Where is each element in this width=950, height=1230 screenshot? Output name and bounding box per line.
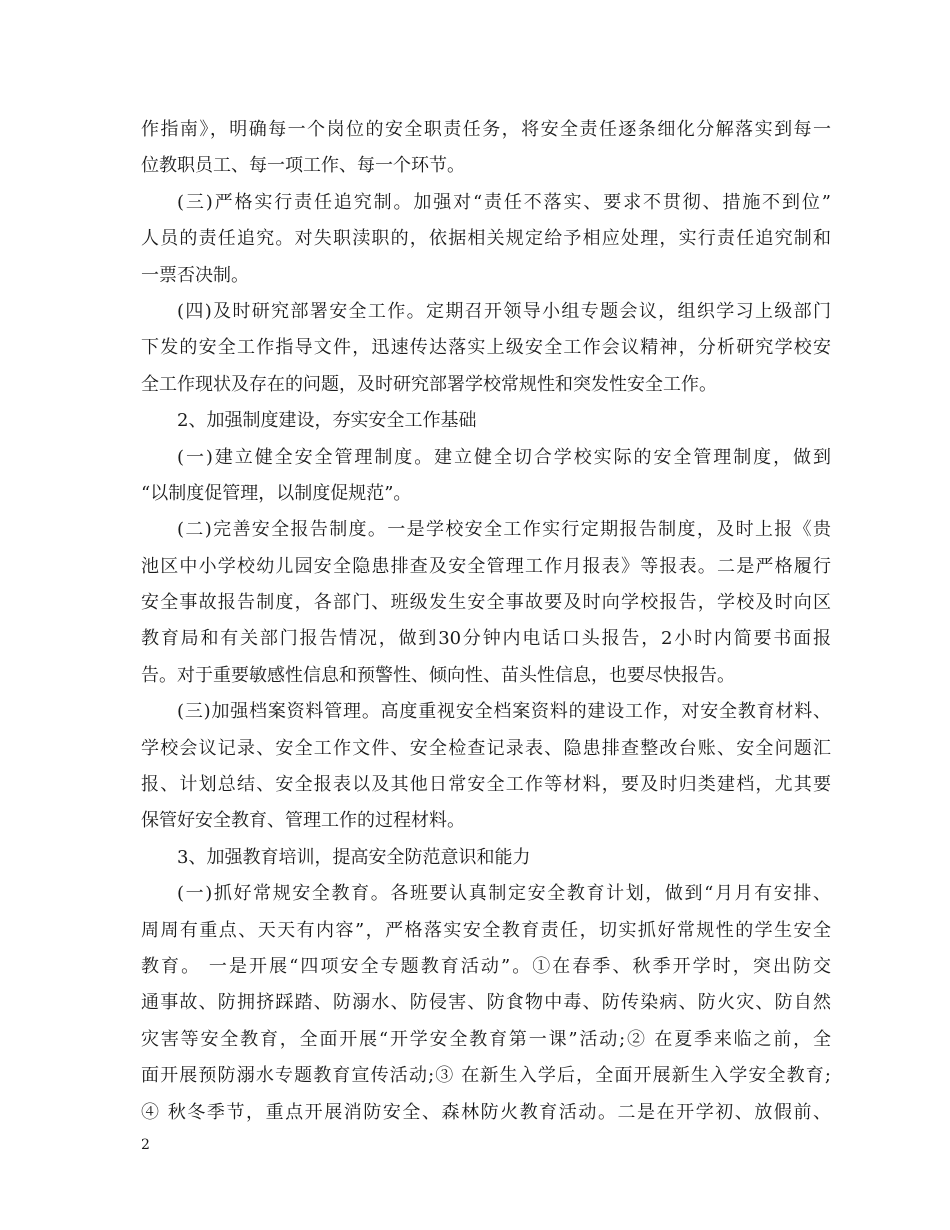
text-line: “以制度促管理，以制度促规范”。 <box>141 482 412 504</box>
text-line: 池区中小学校幼儿园安全隐患排查及安全管理工作月报表》等报表。二是严格履行 <box>141 555 831 577</box>
text-line: 全工作现状及存在的问题，及时研究部署学校常规性和突发性安全工作。 <box>141 373 717 395</box>
text-line: 通事故、防拥挤踩踏、防溺水、防侵害、防食物中毒、防传染病、防火灾、防自然 <box>141 992 831 1014</box>
text-line: 教育。 一是开展“四项安全专题教育活动”。①在春季、秋季开学时，突出防交 <box>141 955 831 977</box>
text-line: 一票否决制。 <box>141 264 249 286</box>
text-line: (三)加强档案资料管理。高度重视安全档案资料的建设工作，对安全教育材料、 <box>177 701 831 723</box>
text-line: 灾害等安全教育，全面开展“开学安全教育第一课”活动;② 在夏季来临之前，全 <box>141 1028 831 1050</box>
text-line: 人员的责任追究。对失职渎职的，依据相关规定给予相应处理，实行责任追究制和 <box>141 228 831 250</box>
text-line: 作指南》，明确每一个岗位的安全职责任务，将安全责任逐条细化分解落实到每一 <box>141 119 831 140</box>
text-line: ④ 秋冬季节，重点开展消防安全、森林防火教育活动。二是在开学初、放假前、 <box>141 1101 831 1123</box>
text-line: (二)完善安全报告制度。一是学校安全工作实行定期报告制度，及时上报《贵 <box>177 519 831 541</box>
text-line: 面开展预防溺水专题教育宣传活动;③ 在新生入学后，全面开展新生入学安全教育; <box>141 1065 831 1087</box>
text-line: (一)抓好常规安全教育。各班要认真制定安全教育计划，做到“月月有安排、 <box>177 883 831 905</box>
text-line: 报、计划总结、安全报表以及其他日常安全工作等材料，要及时归类建档，尤其要 <box>141 774 831 796</box>
section-heading: 3、加强教育培训，提高安全防范意识和能力 <box>177 846 531 868</box>
text-line: (一)建立健全安全管理制度。建立健全切合学校实际的安全管理制度，做到 <box>177 446 831 468</box>
text-line: 保管好安全教育、管理工作的过程材料。 <box>141 810 465 832</box>
text-line: 下发的安全工作指导文件，迅速传达落实上级安全工作会议精神，分析研究学校安 <box>141 337 831 359</box>
text-line: (三)严格实行责任追究制。加强对“责任不落实、要求不贯彻、措施不到位” <box>177 191 831 213</box>
section-heading: 2、加强制度建设，夯实安全工作基础 <box>177 410 477 432</box>
text-line: 位教职员工、每一项工作、每一个环节。 <box>141 155 465 177</box>
text-line: 安全事故报告制度，各部门、班级发生安全事故要及时向学校报告，学校及时向区 <box>141 592 831 614</box>
text-line: 教育局和有关部门报告情况，做到30分钟内电话口头报告，2小时内简要书面报 <box>141 628 831 650</box>
text-line: 告。对于重要敏感性信息和预警性、倾向性、苗头性信息，也要尽快报告。 <box>141 664 735 686</box>
page-number: 2 <box>141 1137 150 1153</box>
body-text <box>141 112 831 1131</box>
text-line: 学校会议记录、安全工作文件、安全检查记录表、隐患排查整改台账、安全问题汇 <box>141 737 831 759</box>
text-line: (四)及时研究部署安全工作。定期召开领导小组专题会议，组织学习上级部门 <box>177 300 831 322</box>
text-line: 周周有重点、天天有内容”，严格落实安全教育责任，切实抓好常规性的学生安全 <box>141 919 831 941</box>
